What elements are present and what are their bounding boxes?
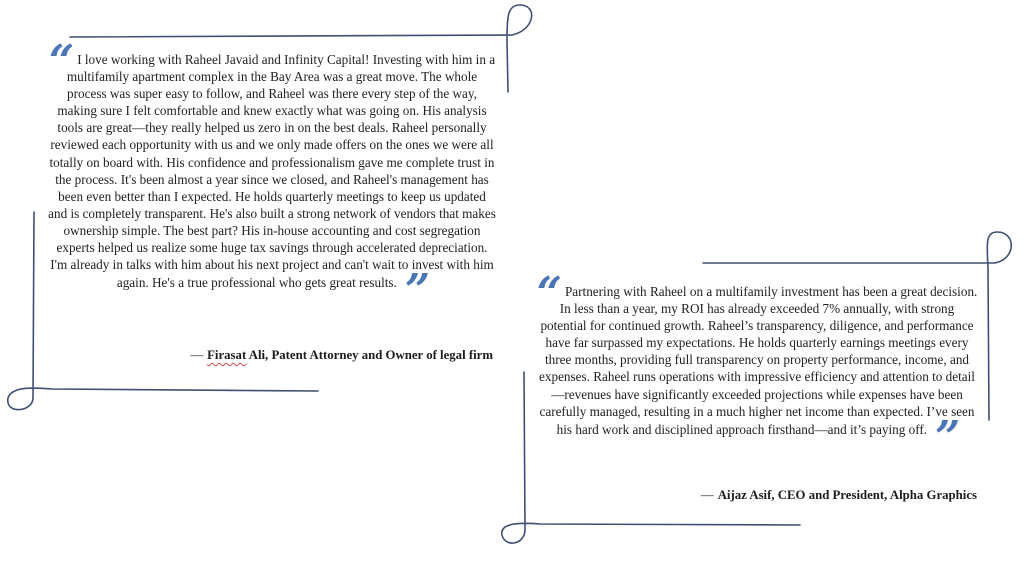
open-quote-icon: “ [48, 36, 72, 87]
close-quote-icon: ” [935, 411, 958, 463]
author-first-name: Firasat [207, 348, 247, 362]
author-dash: — [700, 488, 714, 502]
testimonial-2-quote [536, 268, 978, 463]
author-title: Ali, Patent Attorney and Owner of legal firm [248, 348, 493, 362]
testimonial-1-text: I love working with Raheel Javaid and Infinity Capital! Investing with him in a multifamily apartment complex in the Bay Area was a great move. The whole process was super easy to follow, and Raheel was there every step of the way, making sure I felt comfortable and knew exactly what was going on. His analysis tools are great—they really helped us zero in on the best deals. Raheel personally reviewed each opportunity with us and we only made offers on the ones we were all totally on board with. His confidence and professionalism gave me complete trust in the process. It's been almost a year since we closed, and Raheel's management has been even better than I expected. He holds quarterly meetings to keep us updated and is completely transparent. He's also built a strong network of vendors that makes ownership simple. The best part? His in-house accounting and cost segregation experts helped us realize some huge tax savings through accelerated depreciation. I'm already in talks with him about his next project and can't wait to invest with him again. He's a true professional who gets great results. [48, 52, 496, 291]
testimonial-2-author [701, 488, 977, 503]
author-dash: — [190, 348, 204, 362]
open-quote-icon: “ [536, 268, 559, 319]
author-title: Asif, CEO and President, Alpha Graphics [749, 488, 977, 502]
close-quote-icon: ” [404, 265, 428, 317]
author-first-name: Aijaz [717, 488, 747, 502]
testimonial-1-quote [48, 36, 496, 317]
testimonial-1-author [190, 348, 493, 363]
testimonial-2-text: Partnering with Raheel on a multifamily investment has been a great decision. In less than a year, my ROI has already exceeded 7% annually, with strong potential for continued growth. Raheel’s transparency, diligence, and performance have far surpassed my expectations. He holds quarterly earnings meetings every three months, providing full transparency on property performance, income, and expenses. Raheel runs operations with impressive efficiency and attention to detail—revenues have significantly exceeded projections while expenses have been carefully managed, resulting in a much higher net income than expected. I’ve seen his hard work and disciplined approach firsthand—and it’s paying off. [539, 284, 978, 437]
